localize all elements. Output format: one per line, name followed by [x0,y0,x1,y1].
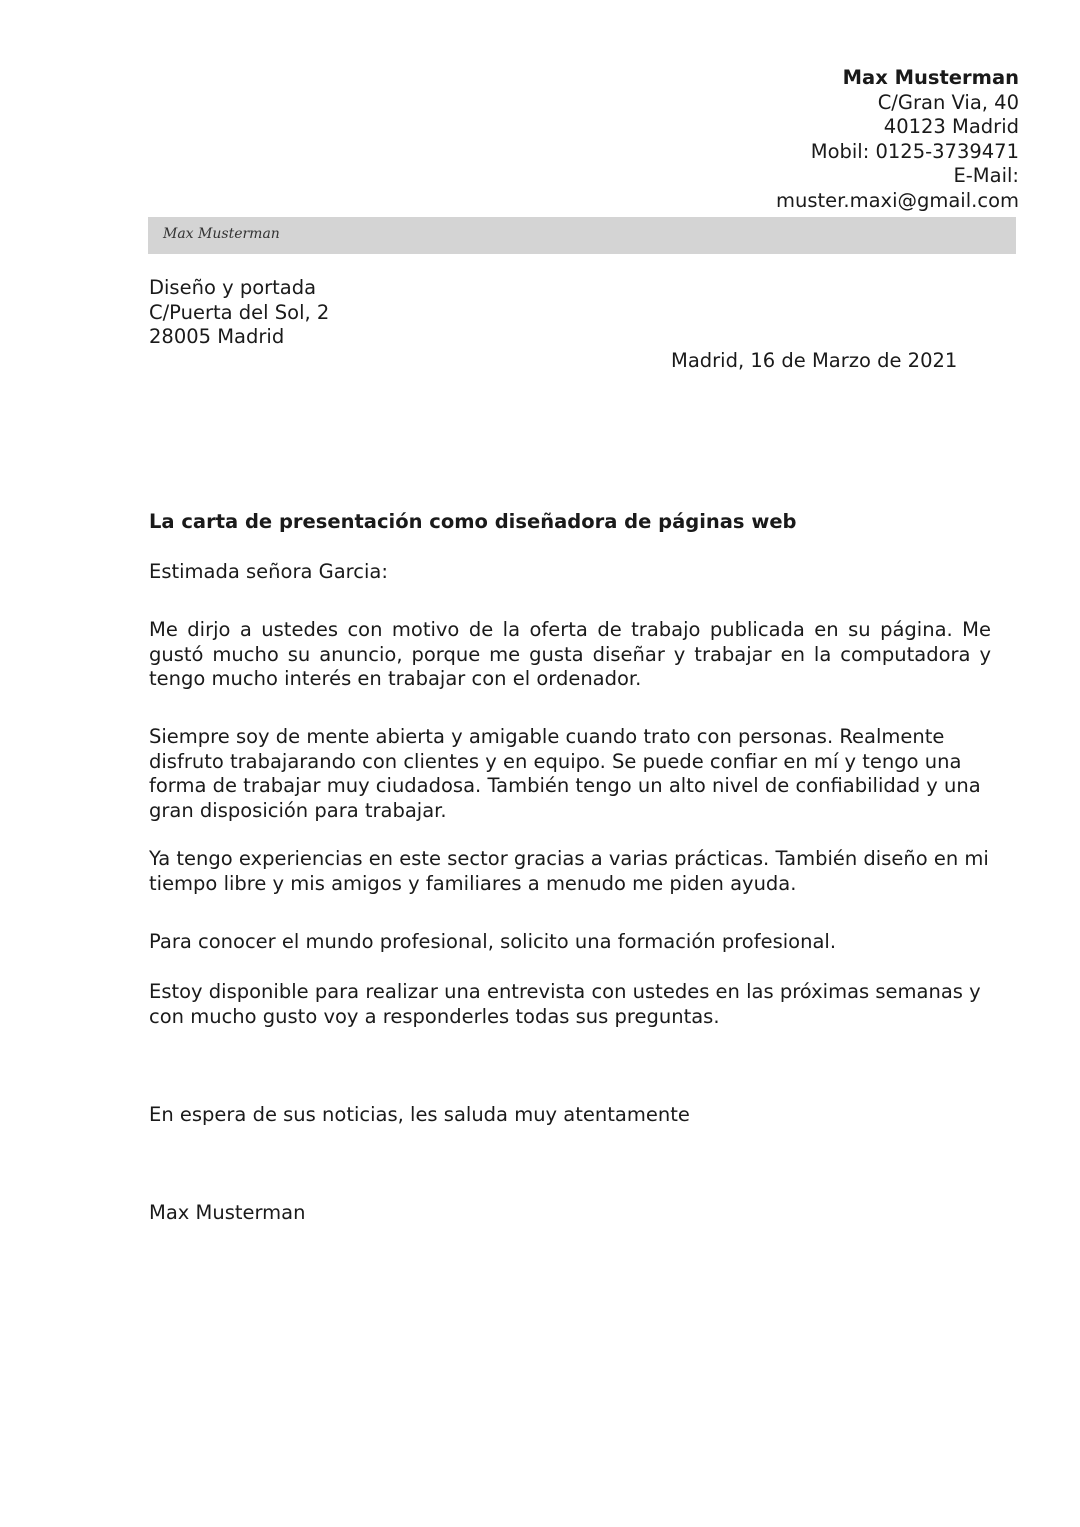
body-paragraph-5 [149,980,991,1029]
paragraph-4-line-1: Para conocer el mundo profesional, solicito una formación profesional. [149,930,837,953]
paragraph-2-line-3: forma de trabajar muy ciudadosa. También tengo un alto nivel de confiabilidad y una [149,774,981,798]
paragraph-5-line-2: con mucho gusto voy a responderles todas sus preguntas. [149,1004,720,1028]
paragraph-3-line-2: tiempo libre y mis amigos y familiares a menudo me piden ayuda. [149,871,797,895]
letter-salutation: Estimada señora Garcia: [149,560,388,583]
paragraph-2-line-2: disfruto trabajarando con clientes y en equipo. Se puede confiar en mí y tengo una [149,749,962,773]
sender-return-bar [148,217,1016,254]
paragraph-2-line-4: gran disposición para trabajar. [149,798,447,822]
sender-city: 40123 Madrid [883,115,1019,139]
letter-subject: La carta de presentación como diseñadora de páginas web [149,510,797,533]
paragraph-2-line-1: Siempre soy de mente abierta y amigable cuando trato con personas. Realmente [149,725,945,748]
sender-return-name: Max Musterman [163,226,280,242]
letter-date: Madrid, 16 de Marzo de 2021 [671,349,958,372]
letter-closing: En espera de sus noticias, les saluda muy atentamente [149,1103,690,1126]
body-paragraph-4 [149,930,991,955]
paragraph-5-line-1: Estoy disponible para realizar una entrevista con ustedes en las próximas semanas y [149,980,981,1003]
recipient-company: Diseño y portada [149,276,317,299]
sender-name: Max Musterman [842,66,1019,89]
paragraph-3-line-1: Ya tengo experiencias en este sector gracias a varias prácticas. También diseño en mi [149,847,989,870]
sender-address-block [776,66,1019,214]
body-paragraph-1: Me dirjo a ustedes con motivo de la oferta de trabajo publicada en su página. Me gustó mucho su anuncio, porque me gusta diseñar y trabajar en la computadora y tengo mucho interés en trabajar con el ordenador. [149,618,991,691]
sender-mobile: Mobil: 0125-3739471 [810,139,1019,163]
body-paragraph-2 [149,725,991,823]
recipient-address-block [149,276,329,350]
recipient-city: 28005 Madrid [149,325,285,349]
recipient-street: C/Puerta del Sol, 2 [149,300,330,324]
letter-signature: Max Musterman [149,1201,306,1224]
body-paragraph-3 [149,847,991,896]
sender-email-label: E-Mail: [953,164,1019,188]
sender-street: C/Gran Via, 40 [877,90,1019,114]
sender-email: muster.maxi@gmail.com [776,188,1019,212]
